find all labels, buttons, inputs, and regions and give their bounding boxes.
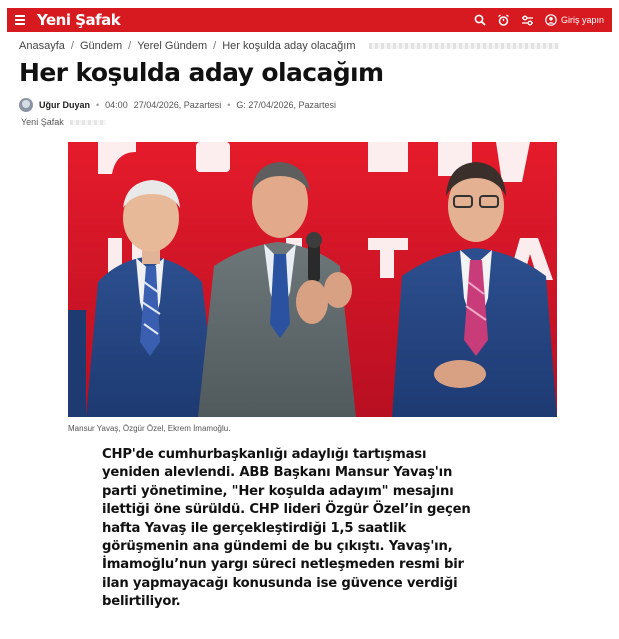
author-name[interactable]: Uğur Duyan — [39, 100, 91, 110]
user-icon — [545, 14, 557, 26]
meta-separator: • — [96, 100, 100, 110]
settings-icon[interactable] — [521, 13, 535, 27]
breadcrumb — [19, 40, 559, 52]
hero-image — [68, 142, 557, 417]
publish-time: 04:00 — [105, 100, 128, 110]
updated-date: G: 27/04/2026, Pazartesi — [236, 100, 336, 110]
breadcrumb-yerel-gundem[interactable]: Yerel Gündem — [137, 40, 208, 52]
login-button[interactable] — [545, 14, 604, 26]
article-source — [21, 117, 106, 127]
author-avatar[interactable] — [19, 98, 33, 112]
login-label: Giriş yapın — [560, 15, 604, 25]
meta-separator: • — [227, 100, 231, 110]
article-lead: CHP'de cumhurbaşkanlığı adaylığı tartışması yeniden alevlendi. ABB Başkanı Mansur Yavaş'ın parti yönetimine, "Her koşulda adayım" mesajını ilettiği öne sürüldü. CHP lideri Özgür Özel’in geçen hafta Yavaş ile gerçekleştirdiği 1,5 saatlik görüşmenin ana gündemi de bu çıkıştı. Yavaş'ın, İmamoğlu’nun yargı süreci netleşmeden resmi bir ilan yapmayacağı konusunda ise güvence verdiği belirtiliyor. — [102, 447, 471, 610]
breadcrumb-separator: / — [213, 40, 217, 52]
menu-icon[interactable] — [15, 13, 29, 27]
source-fade — [70, 120, 106, 125]
top-navbar — [7, 8, 612, 32]
breadcrumb-separator: / — [70, 40, 74, 52]
article-title: Her koşulda aday olacağım — [19, 58, 384, 87]
publish-date: 27/04/2026, Pazartesi — [133, 100, 222, 110]
breadcrumb-current: Her koşulda aday olacağım — [222, 40, 356, 52]
breadcrumb-gundem[interactable]: Gündem — [79, 40, 123, 52]
breadcrumb-separator: / — [128, 40, 132, 52]
breadcrumb-home[interactable]: Anasayfa — [19, 40, 65, 52]
alarm-icon[interactable] — [497, 13, 511, 27]
article-meta — [19, 98, 336, 112]
search-icon[interactable] — [473, 13, 487, 27]
source-label: Yeni Şafak — [21, 117, 64, 127]
breadcrumb-fade — [369, 43, 559, 49]
image-caption: Mansur Yavaş, Özgür Özel, Ekrem İmamoğlu. — [68, 424, 231, 433]
site-logo[interactable]: Yeni Şafak — [37, 11, 121, 29]
